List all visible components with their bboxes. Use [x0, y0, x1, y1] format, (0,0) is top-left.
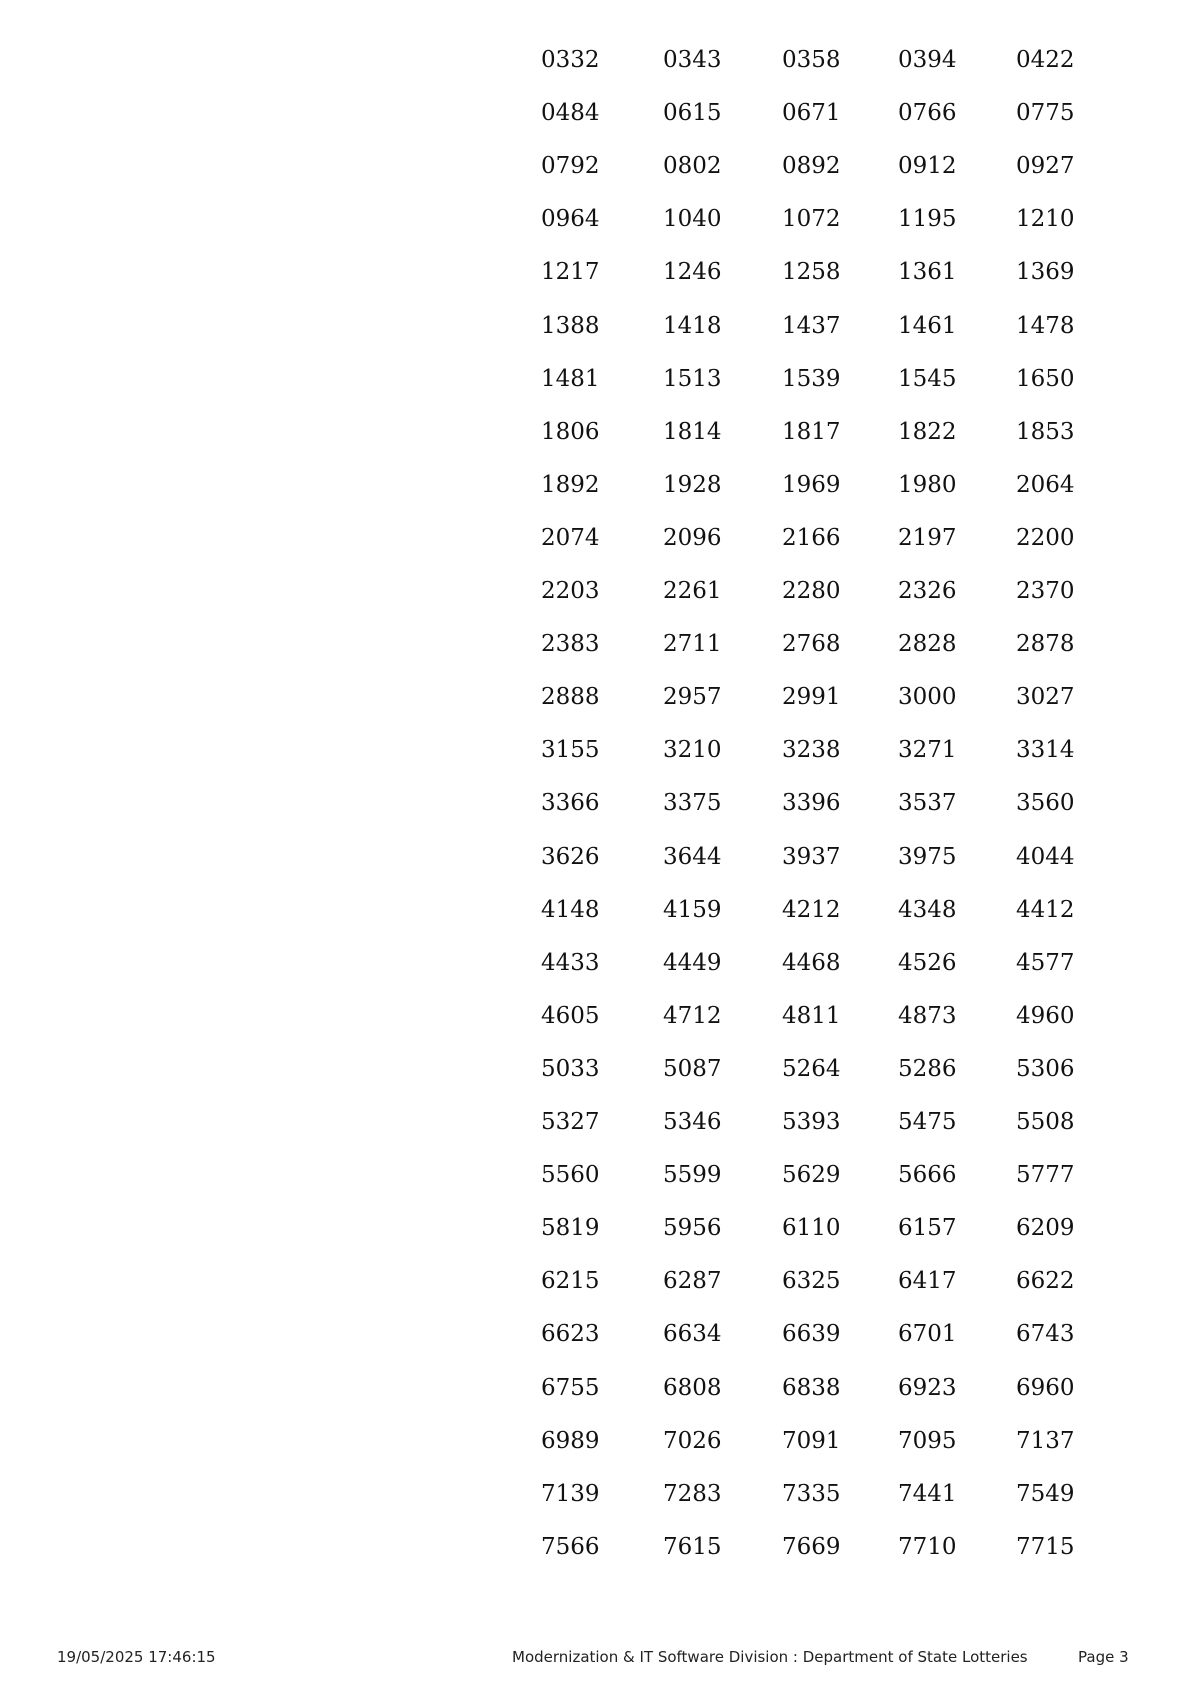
- ticket-number: 2064: [1016, 472, 1075, 498]
- ticket-number: 1539: [782, 366, 841, 392]
- ticket-number: 1369: [1016, 259, 1075, 285]
- ticket-number: 2261: [663, 578, 722, 604]
- ticket-number: 2200: [1016, 525, 1075, 551]
- ticket-number: 3975: [898, 844, 957, 870]
- ticket-number: 0615: [663, 100, 722, 126]
- ticket-number: 1513: [663, 366, 722, 392]
- ticket-number: 5560: [541, 1162, 600, 1188]
- ticket-number: 2768: [782, 631, 841, 657]
- ticket-number: 6622: [1016, 1268, 1075, 1294]
- ticket-number: 3537: [898, 790, 957, 816]
- ticket-number: 6634: [663, 1321, 722, 1347]
- ticket-number: 1853: [1016, 419, 1075, 445]
- ticket-number: 1478: [1016, 313, 1075, 339]
- ticket-number: 2096: [663, 525, 722, 551]
- ticket-number: 6923: [898, 1375, 957, 1401]
- ticket-number: 6287: [663, 1268, 722, 1294]
- ticket-number: 3366: [541, 790, 600, 816]
- ticket-number: 5777: [1016, 1162, 1075, 1188]
- number-row: [0, 624, 1190, 664]
- ticket-number: 5286: [898, 1056, 957, 1082]
- ticket-number: 0912: [898, 153, 957, 179]
- ticket-number: 2203: [541, 578, 600, 604]
- ticket-number: 7566: [541, 1534, 600, 1560]
- ticket-number: 4348: [898, 897, 957, 923]
- ticket-number: 7715: [1016, 1534, 1075, 1560]
- ticket-number: 7283: [663, 1481, 722, 1507]
- ticket-number: 1258: [782, 259, 841, 285]
- ticket-number: 0792: [541, 153, 600, 179]
- number-row: [0, 1155, 1190, 1195]
- ticket-number: 5475: [898, 1109, 957, 1135]
- ticket-number: 1969: [782, 472, 841, 498]
- ticket-number: 1246: [663, 259, 722, 285]
- ticket-number: 6808: [663, 1375, 722, 1401]
- ticket-number: 4449: [663, 950, 722, 976]
- ticket-number: 2878: [1016, 631, 1075, 657]
- number-row: [0, 943, 1190, 983]
- ticket-number: 3210: [663, 737, 722, 763]
- ticket-number: 4960: [1016, 1003, 1075, 1029]
- ticket-number: 1980: [898, 472, 957, 498]
- ticket-number: 7710: [898, 1534, 957, 1560]
- ticket-number: 3375: [663, 790, 722, 816]
- ticket-number: 6157: [898, 1215, 957, 1241]
- ticket-number: 0358: [782, 47, 841, 73]
- ticket-number: 3937: [782, 844, 841, 870]
- ticket-number: 5393: [782, 1109, 841, 1135]
- number-row: [0, 837, 1190, 877]
- number-row: [0, 996, 1190, 1036]
- ticket-number: 5327: [541, 1109, 600, 1135]
- ticket-number: 1545: [898, 366, 957, 392]
- ticket-number: 0927: [1016, 153, 1075, 179]
- ticket-number: 0766: [898, 100, 957, 126]
- ticket-number: 3314: [1016, 737, 1075, 763]
- ticket-number: 5599: [663, 1162, 722, 1188]
- ticket-number: 4148: [541, 897, 600, 923]
- ticket-number: 6989: [541, 1428, 600, 1454]
- ticket-number: 7026: [663, 1428, 722, 1454]
- ticket-number: 6838: [782, 1375, 841, 1401]
- ticket-number: 2957: [663, 684, 722, 710]
- ticket-number: 7091: [782, 1428, 841, 1454]
- ticket-number: 2074: [541, 525, 600, 551]
- page-footer: [0, 1645, 1190, 1669]
- ticket-number: 5264: [782, 1056, 841, 1082]
- ticket-number: 6110: [782, 1215, 841, 1241]
- footer-division: Modernization & IT Software Division : Department of State Lotteries: [512, 1648, 1028, 1666]
- ticket-number: 1461: [898, 313, 957, 339]
- ticket-number: 6755: [541, 1375, 600, 1401]
- ticket-number: 1806: [541, 419, 600, 445]
- ticket-number: 2828: [898, 631, 957, 657]
- ticket-number: 0484: [541, 100, 600, 126]
- number-row: [0, 146, 1190, 186]
- number-row: [0, 359, 1190, 399]
- ticket-number: 4159: [663, 897, 722, 923]
- number-row: [0, 93, 1190, 133]
- ticket-number: 4526: [898, 950, 957, 976]
- ticket-number: 7615: [663, 1534, 722, 1560]
- ticket-number: 0332: [541, 47, 600, 73]
- ticket-number: 6215: [541, 1268, 600, 1294]
- ticket-number: 4873: [898, 1003, 957, 1029]
- ticket-number: 5666: [898, 1162, 957, 1188]
- ticket-number: 7137: [1016, 1428, 1075, 1454]
- number-row: [0, 412, 1190, 452]
- ticket-number: 0394: [898, 47, 957, 73]
- number-row: [0, 783, 1190, 823]
- ticket-number: 1814: [663, 419, 722, 445]
- ticket-number: 2280: [782, 578, 841, 604]
- number-row: [0, 199, 1190, 239]
- ticket-number: 7441: [898, 1481, 957, 1507]
- number-row: [0, 1049, 1190, 1089]
- ticket-number: 4712: [663, 1003, 722, 1029]
- ticket-number: 1361: [898, 259, 957, 285]
- ticket-number: 2326: [898, 578, 957, 604]
- number-row: [0, 1208, 1190, 1248]
- ticket-number: 7549: [1016, 1481, 1075, 1507]
- footer-page-number: Page 3: [1078, 1648, 1129, 1666]
- ticket-number: 4412: [1016, 897, 1075, 923]
- ticket-number: 4044: [1016, 844, 1075, 870]
- number-row: [0, 1261, 1190, 1301]
- ticket-number: 4577: [1016, 950, 1075, 976]
- ticket-number: 3027: [1016, 684, 1075, 710]
- ticket-number: 5306: [1016, 1056, 1075, 1082]
- number-row: [0, 1314, 1190, 1354]
- ticket-number: 3626: [541, 844, 600, 870]
- ticket-number: 6623: [541, 1321, 600, 1347]
- ticket-number: 1650: [1016, 366, 1075, 392]
- number-row: [0, 1474, 1190, 1514]
- number-row: [0, 306, 1190, 346]
- ticket-number: 0422: [1016, 47, 1075, 73]
- number-row: [0, 730, 1190, 770]
- ticket-number: 4433: [541, 950, 600, 976]
- ticket-number: 7335: [782, 1481, 841, 1507]
- ticket-number: 6701: [898, 1321, 957, 1347]
- ticket-number: 2888: [541, 684, 600, 710]
- number-row: [0, 1102, 1190, 1142]
- ticket-number: 6960: [1016, 1375, 1075, 1401]
- ticket-number: 2991: [782, 684, 841, 710]
- ticket-number: 3155: [541, 737, 600, 763]
- ticket-number: 1195: [898, 206, 957, 232]
- ticket-number: 6417: [898, 1268, 957, 1294]
- ticket-number: 5087: [663, 1056, 722, 1082]
- ticket-number: 0671: [782, 100, 841, 126]
- ticket-number: 5629: [782, 1162, 841, 1188]
- ticket-number: 6639: [782, 1321, 841, 1347]
- ticket-number: 4212: [782, 897, 841, 923]
- ticket-number: 1040: [663, 206, 722, 232]
- ticket-number: 1210: [1016, 206, 1075, 232]
- ticket-number: 1388: [541, 313, 600, 339]
- ticket-number: 5033: [541, 1056, 600, 1082]
- ticket-number: 3238: [782, 737, 841, 763]
- ticket-number: 0802: [663, 153, 722, 179]
- number-row: [0, 677, 1190, 717]
- ticket-number: 3644: [663, 844, 722, 870]
- ticket-number: 7669: [782, 1534, 841, 1560]
- ticket-number: 2370: [1016, 578, 1075, 604]
- number-row: [0, 571, 1190, 611]
- ticket-number: 3560: [1016, 790, 1075, 816]
- ticket-number: 4811: [782, 1003, 841, 1029]
- ticket-number: 0964: [541, 206, 600, 232]
- ticket-number: 1481: [541, 366, 600, 392]
- ticket-number: 1437: [782, 313, 841, 339]
- ticket-number: 5819: [541, 1215, 600, 1241]
- ticket-number: 2711: [663, 631, 722, 657]
- ticket-number: 1822: [898, 419, 957, 445]
- ticket-number: 2197: [898, 525, 957, 551]
- number-row: [0, 1527, 1190, 1567]
- ticket-number: 2383: [541, 631, 600, 657]
- ticket-number: 3271: [898, 737, 957, 763]
- ticket-number: 4605: [541, 1003, 600, 1029]
- footer-timestamp: 19/05/2025 17:46:15: [57, 1648, 216, 1666]
- ticket-number: 1217: [541, 259, 600, 285]
- ticket-number: 0775: [1016, 100, 1075, 126]
- ticket-number: 1817: [782, 419, 841, 445]
- ticket-number: 1418: [663, 313, 722, 339]
- number-row: [0, 40, 1190, 80]
- ticket-number: 6325: [782, 1268, 841, 1294]
- ticket-number: 5346: [663, 1109, 722, 1135]
- ticket-number: 7095: [898, 1428, 957, 1454]
- ticket-number: 6743: [1016, 1321, 1075, 1347]
- ticket-number: 1928: [663, 472, 722, 498]
- ticket-number: 2166: [782, 525, 841, 551]
- ticket-number: 3000: [898, 684, 957, 710]
- number-row: [0, 518, 1190, 558]
- number-row: [0, 1368, 1190, 1408]
- ticket-number: 4468: [782, 950, 841, 976]
- ticket-number: 5956: [663, 1215, 722, 1241]
- number-row: [0, 1421, 1190, 1461]
- number-row: [0, 252, 1190, 292]
- ticket-number: 6209: [1016, 1215, 1075, 1241]
- ticket-number: 7139: [541, 1481, 600, 1507]
- number-row: [0, 890, 1190, 930]
- number-row: [0, 465, 1190, 505]
- ticket-number: 1072: [782, 206, 841, 232]
- ticket-number: 0343: [663, 47, 722, 73]
- ticket-number: 0892: [782, 153, 841, 179]
- ticket-number: 3396: [782, 790, 841, 816]
- ticket-number: 1892: [541, 472, 600, 498]
- ticket-number: 5508: [1016, 1109, 1075, 1135]
